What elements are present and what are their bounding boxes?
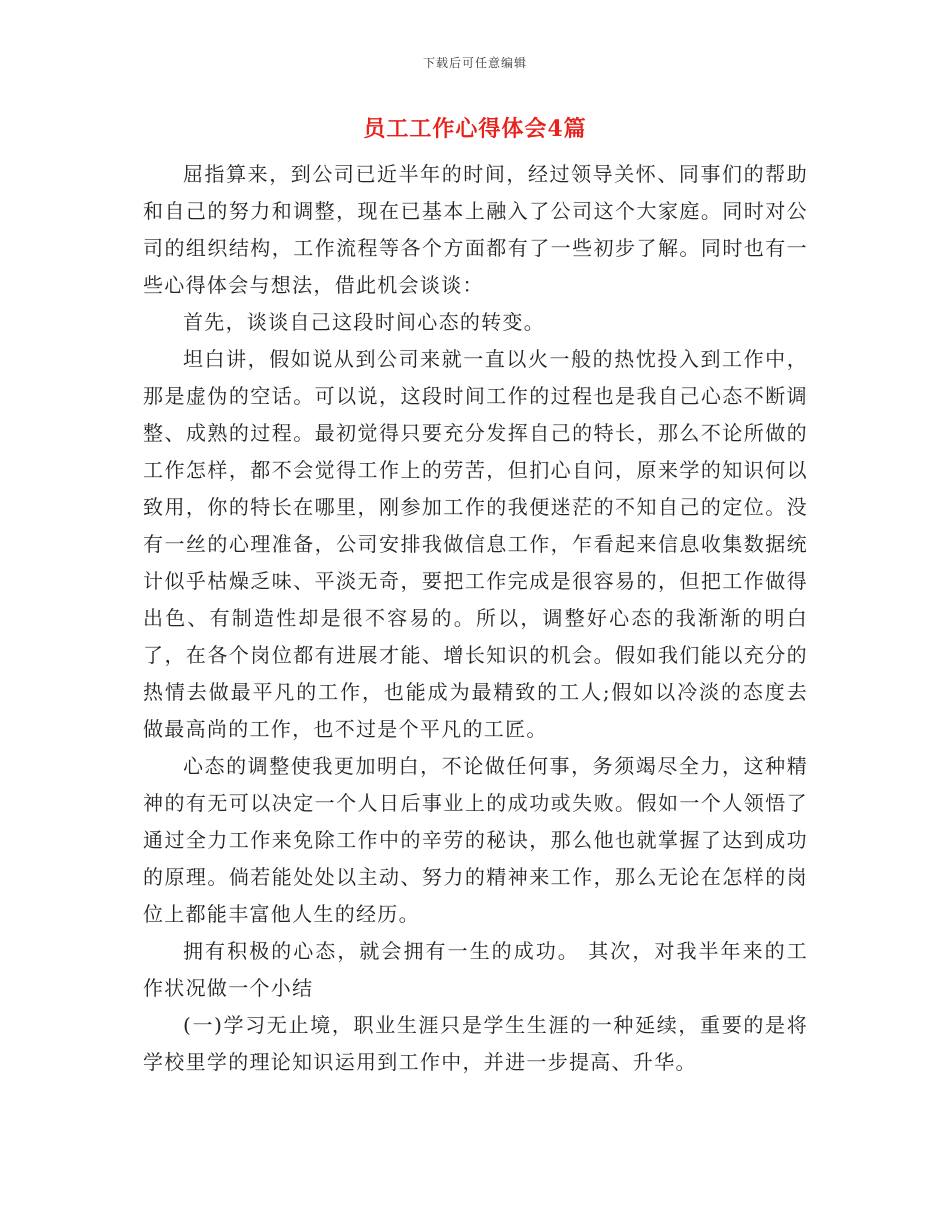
paragraph: 心态的调整使我更加明白，不论做任何事，务须竭尽全力，这种精神的有无可以决定一个人日后事业上的成功或失败。假如一个人领悟了通过全力工作来免除工作中的辛劳的秘诀，那么他也就掌握了达到成功的原理。倘若能处处以主动、努力的精神来工作，那么无论在怎样的岗位上都能丰富他人生的经历。 [143,754,808,926]
paragraph: 屈指算来，到公司已近半年的时间，经过领导关怀、同事们的帮助和自己的努力和调整，现在已基本上融入了公司这个大家庭。同时对公司的组织结构，工作流程等各个方面都有了一些初步了解。同时也有一些心得体会与想法，借此机会谈谈： [143,162,808,297]
page-header: 下载后可任意编辑 [422,56,527,70]
paragraph: (一)学习无止境，职业生涯只是学生生涯的一种延续，重要的是将学校里学的理论知识运用到工作中，并进一步提高、升华。 [143,1013,808,1074]
paragraph: 拥有积极的心态，就会拥有一生的成功。 其次，对我半年来的工作状况做一个小结 [143,939,808,1000]
document-body [143,156,808,1081]
paragraph: 坦白讲，假如说从到公司来就一直以火一般的热忱投入到工作中，那是虚伪的空话。可以说，这段时间工作的过程也是我自己心态不断调整、成熟的过程。最初觉得只要充分发挥自己的特长，那么不论所做的工作怎样，都不会觉得工作上的劳苦，但扪心自问，原来学的知识何以致用，你的特长在哪里，刚参加工作的我便迷茫的不知自己的定位。没有一丝的心理准备，公司安排我做信息工作，乍看起来信息收集数据统计似乎枯燥乏味、平淡无奇，要把工作完成是很容易的，但把工作做得出色、有制造性却是很不容易的。所以，调整好心态的我渐渐的明白了，在各个岗位都有进展才能、增长知识的机会。假如我们能以充分的热情去做最平凡的工作，也能成为最精致的工人;假如以冷淡的态度去做最高尚的工作，也不过是个平凡的工匠。 [143,347,808,741]
paragraph: 首先，谈谈自己这段时间心态的转变。 [183,310,546,334]
document-title: 员工工作心得体会4篇 [363,116,587,142]
